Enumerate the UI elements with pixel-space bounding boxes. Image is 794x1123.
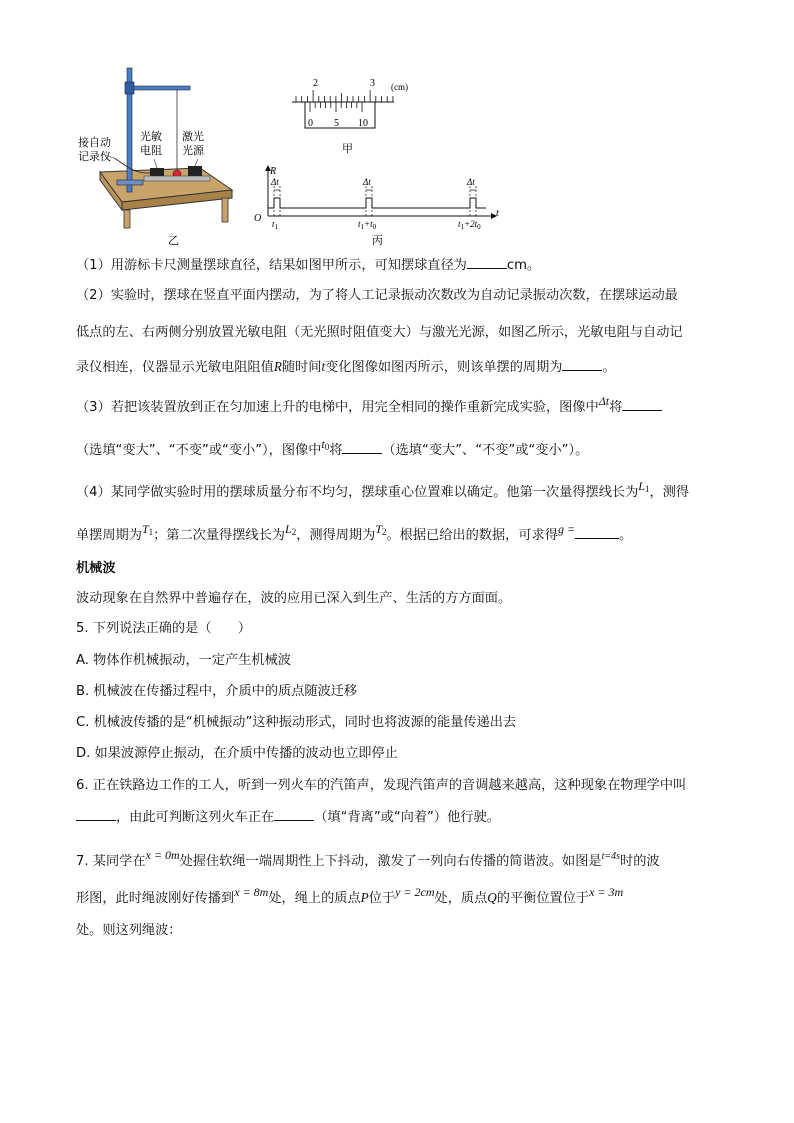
label-recorder-line1: 接自动: [78, 137, 111, 149]
section-title: 机械波: [76, 561, 116, 576]
figure-jia-vernier: [288, 74, 428, 154]
answer-blank-g[interactable]: [575, 526, 619, 539]
axis-t-label: t: [496, 208, 499, 219]
caption-yi: 乙: [168, 235, 179, 247]
q5-option-a[interactable]: A. 物体作机械振动，一定产生机械波: [76, 653, 291, 668]
q7-line1: 7. 某同学在x = 0m处握住软绳一端周期性上下抖动，激发了一列向右传播的简谐波。如图是$^{t=4s}$时的波: [76, 848, 660, 869]
q5-option-d[interactable]: D. 如果波源停止振动，在介质中传播的波动也立即停止: [76, 746, 398, 761]
q4-part4-line2: 单摆周期为$T_1$；第二次量得摆线长为$L_2$，测得周期为$T_2$。根据已给出的数据，可求得g = 。: [76, 522, 633, 543]
vernier-5: 5: [334, 118, 339, 129]
q5-option-c[interactable]: C. 机械波传播的是“机械振动”这种振动形式，同时也将波源的能量传递出去: [76, 715, 517, 730]
caption-jia: 甲: [342, 143, 353, 154]
section-intro: 波动现象在自然界中普遍存在，波的应用已深入到生产、生活的方方面面。: [76, 591, 512, 606]
figure-bing-graph: [250, 160, 510, 248]
dt-label-2: Δt: [363, 177, 371, 187]
axis-r-label: R: [270, 166, 277, 177]
answer-blank-dt[interactable]: [622, 398, 662, 411]
answer-blank-diameter[interactable]: [467, 256, 507, 269]
q4-part2-line2: 低点的左、右两侧分别放置光敏电阻（无光照时阻值变大）与激光光源，如图乙所示，光敏电阻与自动记: [76, 325, 683, 340]
main-scale-ticks: [296, 90, 393, 102]
tick-t1-plus-2t0: $t_1+2t_0$: [458, 219, 481, 231]
q5-stem: 5. 下列说法正确的是（ ）: [76, 621, 252, 636]
r-t-trace: [268, 198, 486, 208]
main-scale-2: 2: [313, 78, 318, 89]
q4-part1: （1）用游标卡尺测量摆球直径，结果如图甲所示，可知摆球直径为 cm。: [76, 258, 541, 273]
label-laser-line2: 光源: [182, 145, 204, 157]
origin-label: O: [254, 213, 262, 224]
tick-t1: $t_1$: [272, 219, 279, 231]
q4-part2-line3: 录仪相连，仪器显示光敏电阻阻值R随时间t变化图像如图丙所示，则该单摆的周期为 。: [76, 359, 616, 375]
answer-blank-t0[interactable]: [342, 441, 382, 454]
vernier-scale-ticks: [310, 102, 362, 112]
figure-yi-apparatus: [72, 62, 252, 252]
dt-label-3: Δt: [467, 177, 475, 187]
q4-part2-line1: （2）实验时，摆球在竖直平面内摆动，为了将人工记录振动次数改为自动记录振动次数，在摆球运动最: [76, 288, 678, 303]
q6-line1: 6. 正在铁路边工作的工人，听到一列火车的汽笛声，发现汽笛声的音调越来越高，这种现象在物理学中叫: [76, 778, 687, 793]
q4-part3-line1: （3）若把该装置放到正在匀加速上升的电梯中，用完全相同的操作重新完成实验，图像中Δt将: [76, 398, 662, 417]
label-photoresistor-line2: 电阻: [140, 145, 162, 157]
answer-blank-doppler[interactable]: [76, 808, 116, 821]
q4-part4-line1: （4）某同学做实验时用的摆球质量分布不均匀，摆球重心位置难以确定。他第一次量得摆线长为$L_1$，测得: [76, 479, 690, 500]
q5-option-b[interactable]: B. 机械波在传播过程中，介质中的质点随波迁移: [76, 684, 358, 699]
q4-part3-line2: （选填“变大”、“不变”或“变小”），图像中$t_0$将 （选填“变大”、“不变”或“变小”）。: [76, 437, 589, 458]
vernier-10: 10: [358, 118, 368, 129]
answer-blank-period[interactable]: [562, 358, 602, 371]
tick-t1-plus-t0: $t_1+t_0$: [358, 219, 377, 231]
q7-line2: 形图，此时绳波刚好传播到x = 8m处，绳上的质点P位于y = 2cm处，质点Q的平衡位置位于x = 3m: [76, 885, 624, 906]
main-scale-unit: (cm): [391, 82, 408, 92]
dt-label-1: Δt: [271, 177, 279, 187]
label-photoresistor-line1: 光敏: [140, 131, 162, 143]
q6-line2: ，由此可判断这列火车正在 （填“背离”或“向着”）他行驶。: [76, 808, 500, 827]
answer-blank-direction[interactable]: [274, 808, 314, 821]
caption-bing: 丙: [372, 235, 383, 247]
label-recorder-line2: 记录仪: [78, 151, 111, 163]
main-scale-3: 3: [370, 78, 375, 89]
q7-line3: 处。则这列绳波：: [76, 923, 182, 938]
label-laser-line1: 激光: [182, 131, 204, 143]
vernier-0: 0: [308, 118, 313, 129]
